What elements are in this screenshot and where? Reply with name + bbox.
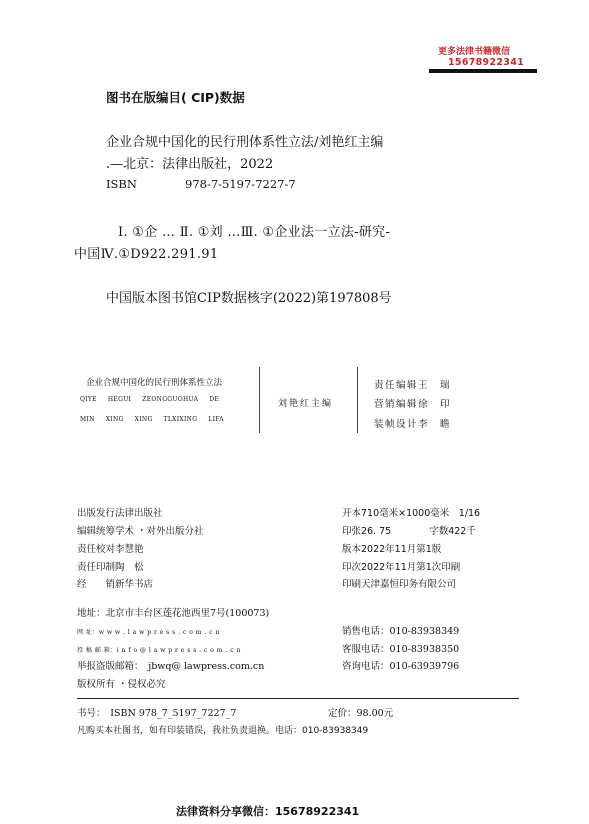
pinyin-word: XING: [105, 416, 124, 423]
staff-marketing: 营销编辑徐 印: [374, 399, 452, 410]
staff-design: 装帧设计李 瞻: [374, 419, 452, 430]
cip-book-title: 企业合规中国化的民行刑体系性立法/刘艳红主编: [106, 135, 384, 150]
pinyin-word: MIN: [80, 416, 95, 423]
footer-price: 定价：98.00元: [328, 708, 394, 719]
cip-title: 图书在版编目( CIP)数据: [106, 90, 245, 105]
cip-isbn-value: 978-7-5197-7227-7: [185, 177, 296, 191]
cip-publisher: .—北京：法律出版社，2022: [106, 157, 274, 172]
watermark-phone: 15678922341: [448, 57, 525, 68]
watermark-bar: [429, 69, 537, 73]
divider-left: [259, 367, 260, 433]
pinyin-word: LIFA: [208, 416, 224, 423]
pub-proofreader: 责任校对李慧艳: [77, 544, 144, 555]
book-editor: 刘艳红主编: [278, 399, 334, 409]
contact-sales-phone: 销售电话：010-83938349: [342, 626, 460, 637]
pinyin-word: DE: [209, 396, 220, 403]
pinyin-line-1: [80, 396, 219, 403]
footer-notice: 凡购买本社图书，如有印装错误，我社负责退换。电话：010-83938349: [77, 726, 369, 736]
pinyin-word: TLXIXING: [163, 416, 198, 423]
footer-divider: [77, 698, 519, 699]
cip-isbn-label: ISBN: [106, 177, 137, 191]
footer-book-number: 书号： ISBN 978_7_5197_7227_7: [77, 708, 237, 719]
watermark-line-1: 更多法律书籍微信: [438, 47, 511, 57]
pinyin-line-2: [80, 416, 224, 423]
pub-publisher: 出版发行法律出版社: [77, 508, 163, 519]
pub-editorial: 编辑统筹学术 ・对外出版分社: [77, 526, 204, 537]
bottom-watermark: 法律资料分享微信：15678922341: [176, 805, 360, 818]
cip-classification-1: Ⅰ. ①企 … Ⅱ. ①刘 …Ⅲ. ①企业法一立法-研究-: [118, 225, 391, 240]
contact-address: 地址：北京市丰台区莲花池西里7号(100073): [77, 608, 270, 619]
pinyin-word: XING: [134, 416, 153, 423]
book-title-cn: 企业合规中国化的民行刑体系性立法: [86, 378, 223, 388]
pub-distributor: 经 销新华书店: [77, 579, 154, 590]
pub-sheets-words: 印张26. 75 字数422千: [342, 526, 476, 537]
pub-impression: 印次2022年11月第1次印刷: [342, 562, 461, 573]
pinyin-word: QIYE: [80, 396, 97, 403]
pinyin-word: HEGUI: [107, 396, 132, 403]
pub-printing-manager: 责任印制陶 松: [77, 562, 144, 573]
contact-inquiry-phone: 咨询电话：010-63939796: [342, 661, 460, 672]
contact-service-phone: 客服电话：010-83938350: [342, 644, 460, 655]
pub-edition: 版本2022年11月第1版: [342, 544, 442, 555]
contact-email: 投 稿 邮 箱：i n f o @ l a w p r e s s . c o m . c n: [77, 647, 241, 654]
pub-format: 开本710毫米×1000毫米 1/16: [342, 508, 481, 519]
contact-report: 举报盗版邮箱： jbwq@ lawpress.com.cn: [77, 661, 265, 672]
staff-editor: 责任编辑王 瑞: [374, 380, 452, 391]
pub-printer: 印刷天津嘉恒印务有限公司: [342, 579, 457, 590]
cip-classification-2: 中国Ⅳ.①D922.291.91: [74, 247, 219, 262]
divider-right: [357, 367, 358, 433]
pinyin-word: ZEONGGUOHUA: [142, 396, 199, 403]
contact-rights: 版权所有 ・侵权必究: [77, 679, 166, 690]
cip-record-number: 中国版本图书馆CIP数据核字(2022)第197808号: [106, 291, 392, 306]
contact-website: 网 址：w w w . l a w p r e s s . c o m . c n: [77, 629, 220, 636]
